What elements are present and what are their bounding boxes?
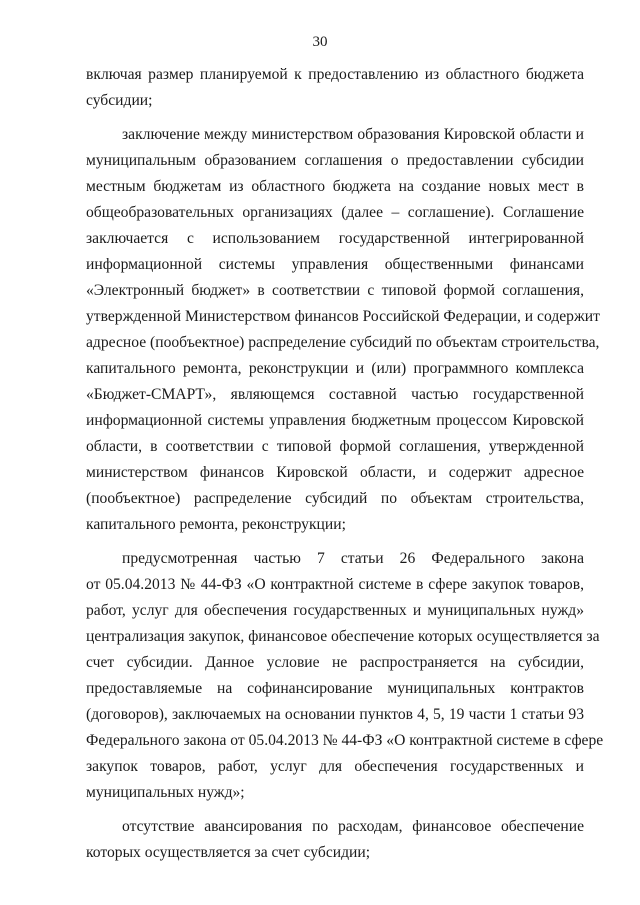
page-number: 30 xyxy=(312,34,328,50)
text-line: работ, услуг для обеспечения государственных и муниципальных нужд» xyxy=(86,602,584,619)
text-line: централизация закупок, финансовое обеспечение которых осуществляется за xyxy=(86,628,600,645)
text-line: общеобразовательных организациях (далее – соглашение). Соглашение xyxy=(86,204,584,221)
text-line: области, в соответствии с типовой формой соглашения, утвержденной xyxy=(86,438,584,455)
text-line: информационной системы управления бюджетным процессом Кировской xyxy=(86,412,584,429)
text-line: которых осуществляется за счет субсидии; xyxy=(86,844,371,861)
text-line: «Бюджет-СМАРТ», являющемся составной частью государственной xyxy=(86,386,584,403)
text-line: предоставляемые на софинансирование муниципальных контрактов xyxy=(86,680,584,697)
text-line: министерством финансов Кировской области, и содержит адресное xyxy=(86,464,584,481)
text-line: заключается с использованием государственной интегрированной xyxy=(86,230,584,247)
text-line: муниципальным образованием соглашения о предоставлении субсидии xyxy=(86,152,584,169)
text-line: предусмотренная частью 7 статьи 26 Федерального закона xyxy=(122,550,584,567)
text-line: отсутствие авансирования по расходам, финансовое обеспечение xyxy=(122,818,584,835)
text-line: заключение между министерством образования Кировской области и xyxy=(122,126,584,143)
text-line: утвержденной Министерством финансов Российской Федерации, и содержит xyxy=(86,308,600,325)
text-line: счет субсидии. Данное условие не распространяется на субсидии, xyxy=(86,654,584,671)
text-line: включая размер планируемой к предоставлению из областного бюджета xyxy=(86,66,584,83)
text-line: «Электронный бюджет» в соответствии с типовой формой соглашения, xyxy=(86,282,584,299)
text-line: от 05.04.2013 № 44-ФЗ «О контрактной системе в сфере закупок товаров, xyxy=(86,576,584,593)
text-line: закупок товаров, работ, услуг для обеспечения государственных и xyxy=(86,758,584,775)
text-line: капитального ремонта, реконструкции; xyxy=(86,516,346,533)
text-line: Федерального закона от 05.04.2013 № 44-ФЗ «О контрактной системе в сфере xyxy=(86,732,604,749)
text-line: субсидии; xyxy=(86,92,153,109)
text-line: адресное (пообъектное) распределение субсидий по объектам строительства, xyxy=(86,334,600,351)
text-line: (пообъектное) распределение субсидий по объектам строительства, xyxy=(86,490,584,507)
text-line: информационной системы управления общественными финансами xyxy=(86,256,584,273)
text-line: (договоров), заключаемых на основании пунктов 4, 5, 19 части 1 статьи 93 xyxy=(86,706,584,723)
text-line: муниципальных нужд»; xyxy=(86,784,245,801)
text-line: местным бюджетам из областного бюджета на создание новых мест в xyxy=(86,178,584,195)
text-line: капитального ремонта, реконструкции и (или) программного комплекса xyxy=(86,360,584,377)
